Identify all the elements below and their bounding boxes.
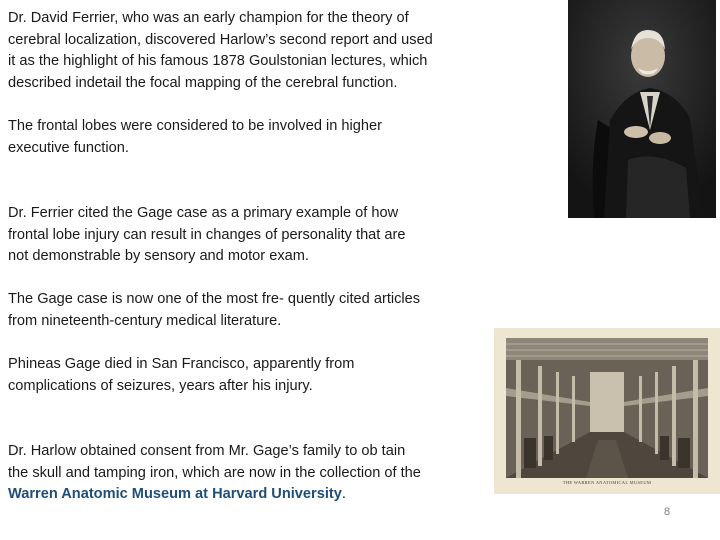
- text-line: Dr. Ferrier cited the Gage case as a primary example of how: [8, 205, 399, 221]
- text-line: the skull and tamping iron, which are now in the collection of the: [8, 464, 421, 481]
- museum-link[interactable]: Warren Anatomic Museum at Harvard University: [8, 486, 342, 503]
- text-line: .: [341, 486, 346, 503]
- text-line: not demonstrable by sensory and motor exam.: [8, 248, 309, 265]
- paragraph-gage-death: [8, 354, 354, 397]
- text-line: Phineas Gage died in San Francisco, apparently from: [8, 356, 355, 372]
- museum-illustration: [494, 328, 720, 494]
- text-line: The frontal lobes were considered to be involved in higher: [8, 118, 382, 134]
- page-number: 8: [664, 506, 671, 518]
- text-line: complications of seizures, years after his injury.: [8, 377, 313, 394]
- portrait-illustration: [568, 0, 716, 218]
- text-line: The Gage case is now one of the most fre- quently cited articles: [8, 291, 421, 307]
- text-line: frontal lobe injury can result in changes of personality that are: [8, 226, 406, 243]
- warren-museum-photo: [494, 328, 720, 494]
- museum-photo-caption: THE WARREN ANATOMICAL MUSEUM: [562, 480, 652, 485]
- text-line: described indetail the focal mapping of the cerebral function.: [8, 74, 398, 91]
- text-line: Dr. Harlow obtained consent from Mr. Gage’s family to ob tain: [8, 443, 406, 459]
- paragraph-cited-articles: [8, 289, 420, 332]
- text-line: Dr. David Ferrier, who was an early champion for the theory of: [8, 10, 409, 26]
- text-line: cerebral localization, discovered Harlow’s second report and used: [8, 31, 433, 48]
- paragraph-harlow-consent: [8, 441, 421, 506]
- ferrier-portrait-photo: [568, 0, 716, 218]
- paragraph-ferrier: [8, 8, 433, 94]
- text-line: it as the highlight of his famous 1878 Goulstonian lectures, which: [8, 53, 428, 70]
- text-line: executive function.: [8, 139, 129, 156]
- text-line: from nineteenth-century medical literature.: [8, 312, 282, 329]
- paragraph-gage-case-example: [8, 203, 406, 268]
- paragraph-frontal-lobes: [8, 116, 382, 159]
